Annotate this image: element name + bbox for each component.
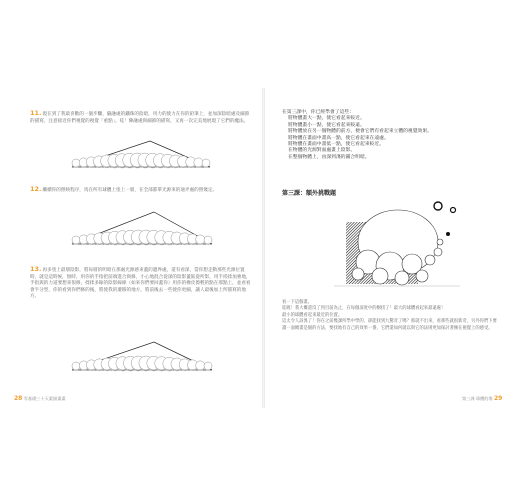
challenge-dialog — [282, 300, 498, 332]
summary-item: 將物體畫小一點，使它看起來較遠。 — [288, 122, 365, 128]
step-11-paragraph — [30, 110, 252, 125]
page-number: 29 — [494, 395, 503, 402]
summary-item: 將物體放在另一個物體的前方，便會它們有看起來立體的視覺效果。 — [288, 129, 432, 135]
summary-item: 在整個物體上，由深到淺的鋪合明暗。 — [288, 154, 370, 160]
spheres-illustration-1 — [60, 133, 220, 169]
step-number: 13. — [30, 265, 42, 273]
summary-item: 將物體在畫面中畫低一點，使它看起來較近。 — [288, 142, 384, 148]
dialog-line: 哇喔！我大概還沒了到目前為止，在每個深度中的樹找了！最大的球體看起來最遠處！ — [282, 306, 446, 312]
spheres-illustration-2 — [62, 206, 222, 246]
lesson-summary — [282, 110, 432, 161]
step-text: 繼續你的照映程序，馬在所有球體上塗上一層，在全部都單光源來的通弄處的照幾定。 — [42, 188, 218, 193]
challenge-spheres-drawing — [330, 198, 470, 288]
dialog-line: 最小的球體看起來最近的位置。 — [282, 312, 343, 318]
step-13-paragraph — [30, 266, 252, 301]
dialog-line: 這太令人訝異了！你在之前幾課所學中學的，卻能找到九驚奇了嗎？那就不出來，看那些就很新奇，另外你們下要讀一面總畫是個的方法，要找地有自己的效果一番，它們還如何就以與它的法則更加探討著擁在視覺上的感受。 — [282, 319, 497, 331]
dialog-line: 看一下這個畫。 — [282, 300, 313, 305]
right-footer — [462, 395, 502, 402]
book-gutter — [262, 88, 265, 408]
spheres-illustration-3 — [62, 336, 222, 372]
summary-item: 將物體在畫面中畫高一點，使它看起來在遠處。 — [288, 135, 389, 141]
step-number: 12. — [30, 185, 42, 193]
summary-item: 將物體畫大一點，使它看起來較近。 — [288, 116, 365, 122]
step-number: 11. — [30, 109, 42, 117]
step-12-paragraph — [30, 186, 252, 195]
chapter-title: 第三課 球體的堆 — [462, 396, 493, 401]
step-text: 現在到了我最喜歡的一個步驟，隨融處的鐵珠的陰暗，用力的使力在你的鉛筆上，並加深陰暗處及細節的描寫，注意接近你們視覺的視覺「重點」。哇！陳融處與細節的描寫，又再一次完美地展現了它們的魔法。 — [30, 112, 250, 124]
book-title: 零基礎三十天素描畫畫 — [23, 396, 66, 401]
step-text: 再多塗上最層陰影，將每層的明暗在那處光源感來蓋的邊界處，還有看深，當你想走動那些光源位置時，就是這時候，無時，用你的手指把前端進合與修，小心地混合從深的陰影蓋區從所影，用手搓揉加強地，手指與的力道要想來很修，揉揉多餘的陰影線條（如來你們要回蓋你）用你的橡皮擦輕的點在那點上，並看看會半分型，你的看到你們修的後，將使我的遷移的地方，將前後去一些使你更細，讓人最後加上所描寫的地方。 — [30, 268, 251, 300]
summary-intro: 在第三課中，你已經學會了這些： — [282, 110, 354, 115]
summary-item: 在物體的光源對面處畫上陰影。 — [288, 148, 356, 154]
left-footer — [14, 395, 66, 402]
page-number: 28 — [14, 395, 23, 402]
challenge-title: 第三課：額外挑戰題 — [282, 190, 337, 197]
